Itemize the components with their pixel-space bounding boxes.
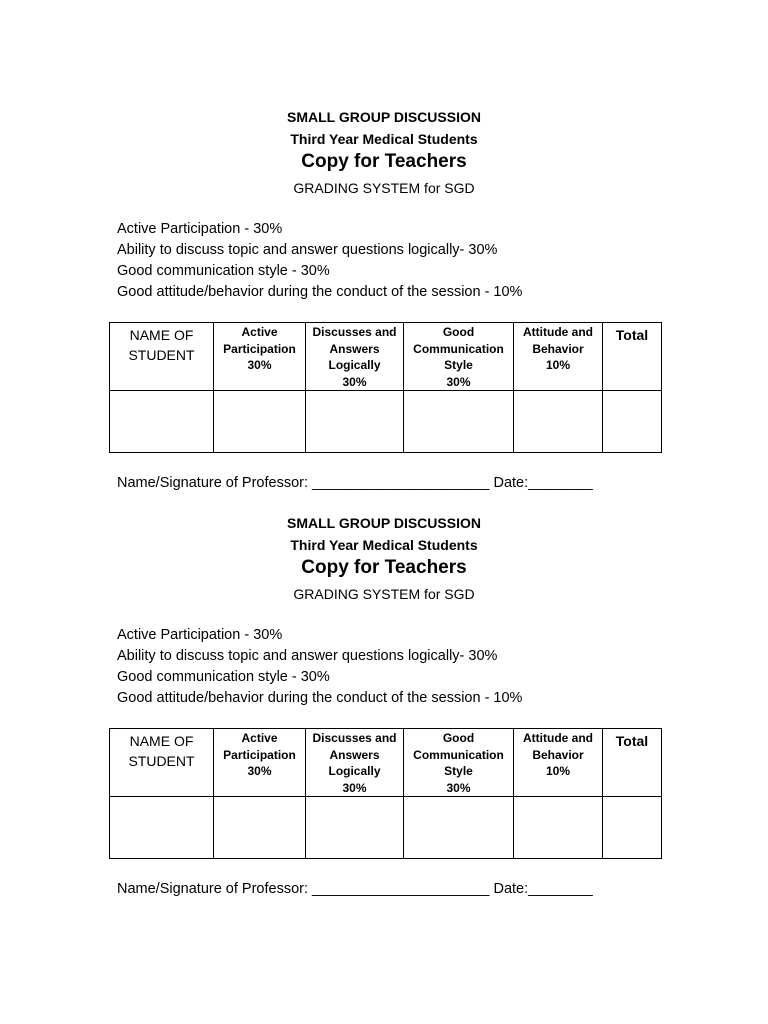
header-total: Total (603, 729, 662, 797)
heading: SMALL GROUP DISCUSSION (287, 515, 481, 531)
criteria-item: Active Participation - 30% (117, 221, 283, 237)
cell-student-name[interactable] (110, 797, 214, 859)
criteria-list (117, 219, 522, 303)
criteria-item: Active Participation - 30% (117, 627, 283, 643)
header-discusses-and-answers: Discusses and Answers Logically 30% (306, 729, 404, 797)
header-attitude-and-behavior: Attitude and Behavior 10% (514, 323, 603, 391)
cell-attitude-and-behavior[interactable] (514, 797, 603, 859)
subheading: Third Year Medical Students (290, 537, 478, 553)
header-name-of-student: NAME OF STUDENT (110, 323, 214, 391)
header-total: Total (603, 323, 662, 391)
copy-title: Copy for Teachers (301, 151, 467, 172)
header-discusses-and-answers: Discusses and Answers Logically 30% (306, 323, 404, 391)
cell-discusses-and-answers[interactable] (306, 797, 404, 859)
professor-signature-line: Name/Signature of Professor: ______________________ Date:________ (117, 881, 593, 897)
table-row (110, 797, 662, 859)
header-name-of-student: NAME OF STUDENT (110, 729, 214, 797)
cell-total[interactable] (603, 797, 662, 859)
copy-title: Copy for Teachers (301, 557, 467, 578)
grading-sheet-copy-2 (0, 406, 768, 897)
heading: SMALL GROUP DISCUSSION (287, 109, 481, 125)
header-active-participation: Active Participation 30% (214, 323, 306, 391)
criteria-item: Good attitude/behavior during the conduct of the session - 10% (117, 690, 523, 706)
grading-sheet-copy-1 (0, 0, 768, 491)
header-active-participation: Active Participation 30% (214, 729, 306, 797)
table-header-row (110, 729, 662, 797)
criteria-item: Good communication style - 30% (117, 669, 330, 685)
header-good-communication-style: Good Communication Style 30% (404, 729, 514, 797)
grading-title: GRADING SYSTEM for SGD (293, 586, 475, 602)
cell-active-participation[interactable] (214, 797, 306, 859)
criteria-item: Ability to discuss topic and answer questions logically- 30% (117, 648, 498, 664)
professor-signature-line: Name/Signature of Professor: ______________________ Date:________ (117, 475, 593, 491)
table-header-row (110, 323, 662, 391)
criteria-list (117, 625, 522, 709)
subheading: Third Year Medical Students (290, 131, 478, 147)
grading-table (109, 728, 662, 859)
header-attitude-and-behavior: Attitude and Behavior 10% (514, 729, 603, 797)
criteria-item: Ability to discuss topic and answer questions logically- 30% (117, 242, 498, 258)
header-good-communication-style: Good Communication Style 30% (404, 323, 514, 391)
criteria-item: Good communication style - 30% (117, 263, 330, 279)
grading-title: GRADING SYSTEM for SGD (293, 180, 475, 196)
criteria-item: Good attitude/behavior during the conduct of the session - 10% (117, 284, 523, 300)
cell-communication-style[interactable] (404, 797, 514, 859)
